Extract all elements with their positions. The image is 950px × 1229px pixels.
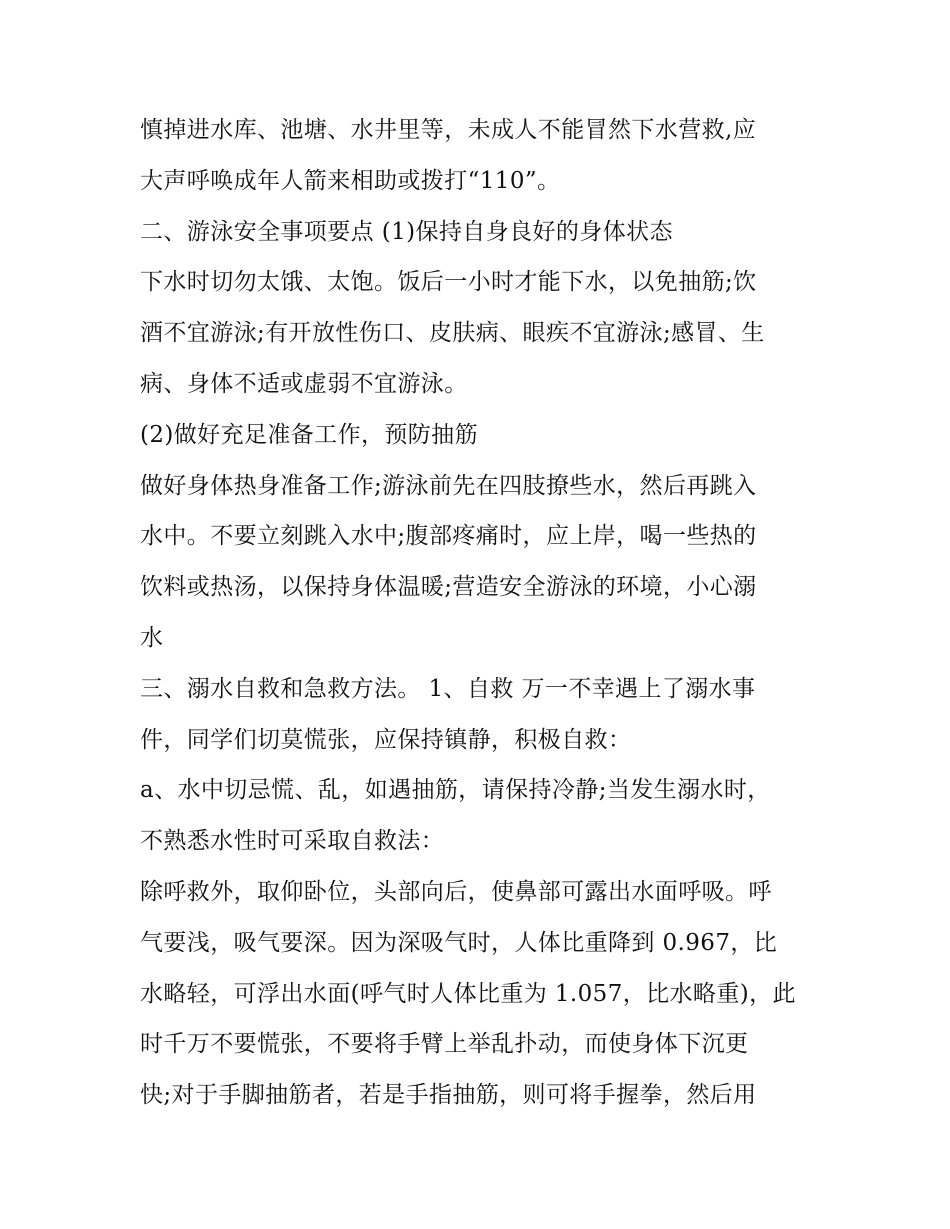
text-line: a、水中切忌慌、乱，如遇抽筋，请保持冷静;当发生溺水时， [140,777,771,804]
text-line: 下水时切勿太饿、太饱。饭后一小时才能下水，以免抽筋;饮 [140,269,757,296]
text-line: 水中。不要立刻跳入水中;腹部疼痛时，应上岸，喝一些热的 [140,523,757,550]
text-line: 时千万不要慌张，不要将手臂上举乱扑动，而使身体下沉更 [140,1031,749,1058]
text-line: 件，同学们切莫慌张，应保持镇静，积极自救： [140,726,632,753]
text-line: 气要浅，吸气要深。因为深吸气时，人体比重降到 0.967，比 [140,929,778,956]
section-heading: 三、溺水自救和急救方法。 1、自救 万一不幸遇上了溺水事 [140,675,756,702]
text-line: 水 [140,624,164,651]
subsection-heading: (2)做好充足准备工作，预防抽筋 [140,421,478,448]
text-line: 除呼救外，取仰卧位，头部向后，使鼻部可露出水面呼吸。呼 [140,878,772,905]
text-line: 快;对于手脚抽筋者，若是手指抽筋，则可将手握拳，然后用 [140,1082,757,1109]
text-line: 不熟悉水性时可采取自救法： [140,828,445,855]
text-line: 慎掉进水库、池塘、水井里等，未成人不能冒然下水营救,应 [140,117,757,143]
text-line: 大声呼唤成年人箭来相助或拨打“110”。 [140,167,561,194]
body-text [140,108,840,1124]
text-line: 水略轻，可浮出水面(呼气时人体比重为 1.057，比水略重)，此 [140,980,796,1007]
text-line: 做好身体热身准备工作;游泳前先在四肢撩些水，然后再跳入 [140,472,757,499]
section-heading: 二、游泳安全事项要点 (1)保持自身良好的身体状态 [140,218,673,245]
text-line: 饮料或热汤，以保持身体温暖;营造安全游泳的环境，小心溺 [140,574,757,601]
text-line: 病、身体不适或虚弱不宜游泳。 [140,370,468,397]
text-line: 酒不宜游泳;有开放性伤口、皮肤病、眼疾不宜游泳;感冒、生 [140,320,765,347]
